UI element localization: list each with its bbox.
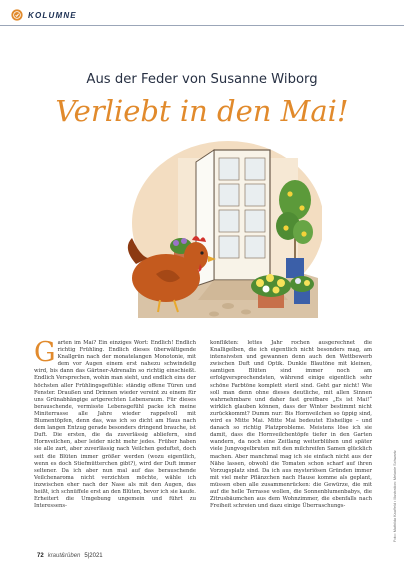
text-column-right [210,340,372,510]
page-title: Verliebt in den Mai! [55,94,349,128]
magazine-name: kraut&rüben [47,553,81,559]
column-text-right: konflikten: lettes Jahr rochen ausgerechnet die Knalligelben, die ich eigentlich nicht besonders mag, am intensivsten und gewannen denn auch den Wettbewerb zwischen Duft und Optik. Dunkle Blautöne mit kleinen, samtigen Blüten sind immer noch am erfolgversprechendsten, während einige eigentlich sehr schöne Farbtöne komplett steril sind. Geht gar nicht! Wie soll man denn ohne dieses deutliche, mit allen Sinnen wahrnehmbare und daher fast greifbare „Es ist Mai!“ wirklich glauben können, dass der Winter bestimmt nicht zurückkommt? Dumm nur: Bis Hornveilchen so üppig sind, wird es Mitte Mai. Mitte Mai bedeutet Eisheilige – und danach so richtig Platzprobleme. Meistens löse ich sie damit, dass die Hornveilchentöpfe tiefer in den Garten wandern, da noch eine Zeitlang weiterblühen und später viele Jungvogelbruten mit den milchreifen Samen glücklich machen. Aber manchmal mag ich sie einfach nicht aus der Nähe lassen, obwohl die Tomaten schon scharf auf ihren Vorzugsplatz sind. Da ich aus mysteriösen Gründen immer mit viel mehr Pflänzchen nach Hause komme als geplant, müssen eben alle zusammenrücken: die Gewürze, die mit auf die helle Terrasse wollen, die Sonnenblumenbabys, die Zitrusbäumchen aus dem Wohnzimmer, die ebenfalls nach Freiheit schreien und dazu einige Überraschungs- [210,340,372,510]
column-text-left: arten im Mai? Ein einziges Wort: Endlich! Endlich richtig Frühling. Endlich dieses überwältigende Knallgrün nach der monatelangen Monotonie, mit dem vor Augen einem erst nahezu schwindelig wird, bis dann das Gärtner-Adrenalin so richtig einschießt. Endlich Versprechen, wohin man sieht, und endlich eins der höchsten aller Frühlingsgefühle: ständig offene Türen und Fenster. Draußen und Drinnen wieder vereint zu einem für uns Grünabhängige artgerechten Lebensraum. Für dieses berauschende, vermisste Lebensgefühl packe ich meine Miniterrasse alle Jahre wieder rappelvoll mit Blumentöpfen, denn das, was ich so dicht am Haus nach dem langen Entzug gerade besonders dringend brauche, ist Duft. Die ersten, die da zuverlässig abliefern, sind Hornveilchen, aber leider nicht mehr jedes. Früher haben sie alle zart, aber zuverlässig nach Veilchen geduftet, doch seit die Blüten immer größer werden (wozu eigentlich, wenn es doch Stiefmütterchen gibt?), wird der Duft immer seltener. Da ich aber nun mal auf das berauschende Veilchenaroma nicht verzichten möchte, wähle ich inzwischen eher nach der Nase als mit den Augen, das heißt, ich schnüffele erst an den Blüten, bevor ich sie kaufe. Erheitert die Umgebung ungemein und führt zu Interessens- [34,340,196,510]
text-column-left [34,337,196,510]
drop-cap: G [34,337,56,368]
section-label: KOLUMNE [28,10,77,20]
seal-icon [11,9,23,21]
page-number: 72 [37,553,44,559]
section-header [11,9,77,21]
page-footer [37,553,103,559]
byline: Aus der Feder von Susanne Wiborg [86,72,318,87]
header-divider [0,25,404,26]
credit-text: Foto: Mathilda Kauffeld • Illustration: Melanie Schwartz [393,450,397,542]
chicken-doorway-illustration [118,128,322,318]
photo-credit [387,404,397,544]
issue-number: 5|2021 [84,553,103,559]
